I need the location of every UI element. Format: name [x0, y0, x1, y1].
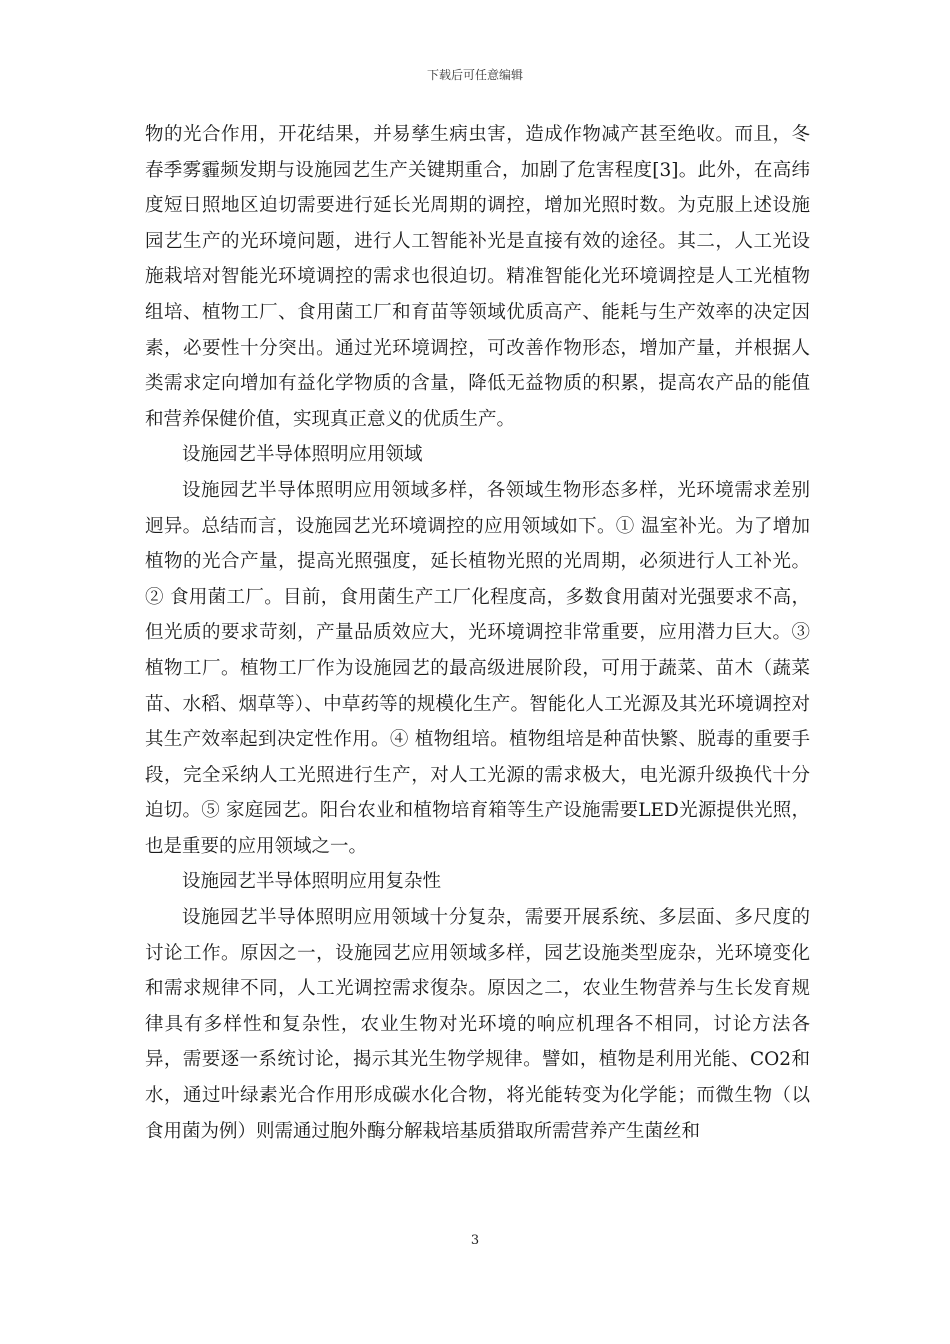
paragraph-application-fields: 设施园艺半导体照明应用领域多样，各领域生物形态多样，光环境需求差别迥异。总结而言，设施园艺光环境调控的应用领域如下。① 温室补光。为了增加植物的光合产量，提高光照强度，延长植物光照的光周期，必须进行人工补光。② 食用菌工厂。目前，食用菌生产工厂化程度高，多数食用菌对光强要求不高，但光质的要求苛刻，产量品质效应大，光环境调控非常重要，应用潜力巨大。③ 植物工厂。植物工厂作为设施园艺的最高级进展阶段，可用于蔬菜、苗木（蔬菜苗、水稻、烟草等）、中草药等的规模化生产。智能化人工光源及其光环境调控对其生产效率起到决定性作用。④ 植物组培。植物组培是种苗快繁、脱毒的重要手段，完全采纳人工光照进行生产，对人工光源的需求极大，电光源升级换代十分迫切。⑤ 家庭园艺。阳台农业和植物培育箱等生产设施需要LED光源提供光照，也是重要的应用领域之一。	[145, 479, 810, 857]
page-header: 下载后可任意编辑	[426, 68, 523, 82]
section-heading-application-complexity: 设施园艺半导体照明应用复杂性	[182, 871, 442, 893]
paragraph-light-environment-problems: 物的光合作用，开花结果，并易孳生病虫害，造成作物减产甚至绝收。而且，冬春季雾霾频发期与设施园艺生产关键期重合，加剧了危害程度[3]。此外，在高纬度短日照地区迫切需要进行延长光周期的调控，增加光照时数。为克服上述设施园艺生产的光环境问题，进行人工智能补光是直接有效的途径。其二，人工光设施栽培对智能光环境调控的需求也很迫切。精准智能化光环境调控是人工光植物组培、植物工厂、食用菌工厂和育苗等领域优质高产、能耗与生产效率的决定因素，必要性十分突出。通过光环境调控，可改善作物形态，增加产量，并根据人类需求定向增加有益化学物质的含量，降低无益物质的积累，提高农产品的能值和营养保健价值，实现真正意义的优质生产。	[145, 124, 810, 430]
paragraph-application-complexity: 设施园艺半导体照明应用领域十分复杂，需要开展系统、多层面、多尺度的讨论工作。原因之一，设施园艺应用领域多样，园艺设施类型庞杂，光环境变化和需求规律不同，人工光调控需求復杂。原因之二，农业生物营养与生长发育规律具有多样性和复杂性，农业生物对光环境的响应机理各不相同，讨论方法各异，需要逐一系统讨论，揭示其光生物学规律。譬如，植物是利用光能、CO2和水，通过叶绿素光合作用形成碳水化合物，将光能转变为化学能；而微生物（以食用菌为例）则需通过胞外酶分解栽培基质猎取所需营养产生菌丝和	[145, 907, 810, 1142]
document-body	[145, 117, 810, 1149]
section-heading-application-fields: 设施园艺半导体照明应用领域	[182, 444, 423, 466]
page-number: 3	[470, 1233, 480, 1248]
